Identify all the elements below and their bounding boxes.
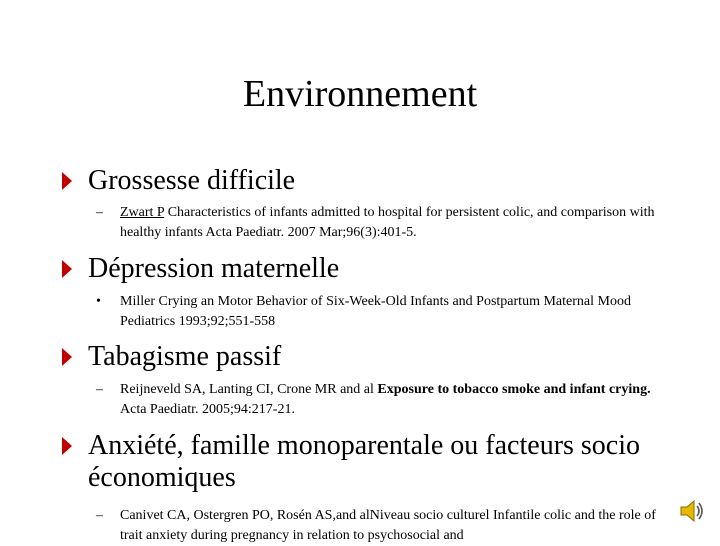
dash-marker: – xyxy=(96,508,103,523)
bullet-item xyxy=(60,253,660,285)
reference-author-link[interactable]: Zwart P xyxy=(120,205,165,220)
arrow-right-icon xyxy=(60,258,74,280)
arrow-right-icon xyxy=(60,346,74,368)
bullet-heading: Grossesse difficile xyxy=(88,165,296,196)
dot-marker: • xyxy=(96,294,101,309)
reference-item xyxy=(96,203,656,243)
bullet-item xyxy=(60,165,660,197)
bullet-heading: Anxiété, famille monoparentale ou facteurs socio économiques xyxy=(88,430,641,493)
reference-title: Exposure to tobacco smoke and infant crying. xyxy=(377,382,651,397)
bullet-item xyxy=(60,430,660,494)
dash-marker: – xyxy=(96,382,103,397)
reference-text xyxy=(120,380,656,420)
reference-item xyxy=(96,380,656,420)
slide-title: Environnement xyxy=(242,73,478,115)
reference-authors: Reijneveld SA, Lanting CI, Crone MR and al xyxy=(120,382,378,397)
dash-marker: – xyxy=(96,205,103,220)
bullet-heading: Dépression maternelle xyxy=(88,253,340,284)
bullet-heading: Tabagisme passif xyxy=(88,341,282,372)
reference-journal: Acta Paediatr. 2005;94:217-21. xyxy=(120,402,295,417)
reference-body: Characteristics of infants admitted to hospital for persistent colic, and comparison with healthy infants Acta Paediatr. 2007 Mar;96(3):401-5. xyxy=(120,205,655,240)
bullet-item xyxy=(60,341,660,373)
arrow-right-icon xyxy=(60,170,74,192)
arrow-right-icon xyxy=(60,435,74,457)
reference-item xyxy=(96,292,656,332)
reference-text xyxy=(120,203,656,243)
reference-item xyxy=(96,506,656,546)
speaker-icon[interactable] xyxy=(678,497,706,525)
reference-text: Canivet CA, Ostergren PO, Rosén AS,and alNiveau socio culturel Infantile colic and the role of trait anxiety during pregnancy in relation to psychosocial and xyxy=(120,508,656,543)
reference-text: Miller Crying an Motor Behavior of Six-Week-Old Infants and Postpartum Maternal Mood Pediatrics 1993;92;551-558 xyxy=(120,294,631,329)
